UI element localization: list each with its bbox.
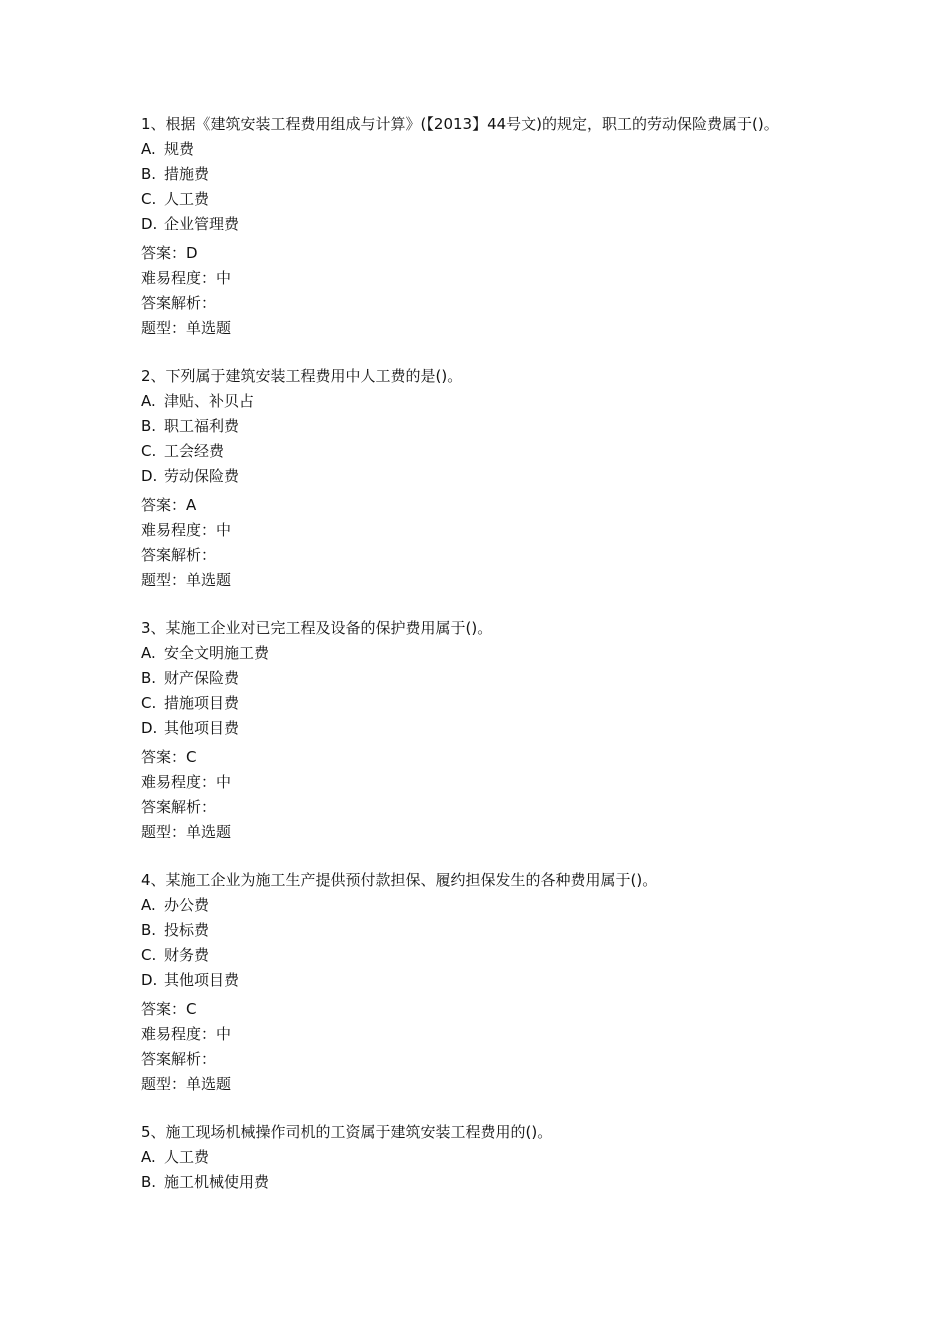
option-text: 人工费 (164, 1148, 210, 1166)
analysis-line: 答案解析： (141, 546, 217, 564)
option-letter: B. (141, 417, 157, 435)
option-text: 办公费 (164, 896, 210, 914)
option-letter: A. (141, 644, 156, 662)
type-line: 题型：单选题 (141, 1075, 232, 1093)
type-line: 题型：单选题 (141, 319, 232, 337)
option-letter: A. (141, 1148, 156, 1166)
answer-block (141, 997, 820, 1097)
option-letter: A. (141, 896, 156, 914)
question-5 (141, 1120, 820, 1195)
type-line: 题型：单选题 (141, 571, 232, 589)
option-letter: B. (141, 921, 157, 939)
option-c (141, 439, 820, 464)
option-text: 劳动保险费 (164, 467, 240, 485)
question-stem: 2、下列属于建筑安装工程费用中人工费的是()。 (141, 367, 463, 385)
type-line: 题型：单选题 (141, 823, 232, 841)
answer-block (141, 493, 820, 593)
difficulty-line: 难易程度：中 (141, 269, 232, 287)
option-letter: C. (141, 442, 157, 460)
option-letter: B. (141, 1173, 157, 1191)
option-text: 安全文明施工费 (164, 644, 270, 662)
question-1 (141, 112, 820, 341)
question-stem: 3、某施工企业对已完工程及设备的保护费用属于()。 (141, 619, 493, 637)
option-c (141, 943, 820, 968)
option-b (141, 918, 820, 943)
option-text: 津贴、补贝占 (164, 392, 255, 410)
question-4 (141, 868, 820, 1097)
option-a (141, 389, 820, 414)
analysis-line: 答案解析： (141, 798, 217, 816)
option-letter: B. (141, 669, 157, 687)
option-letter: C. (141, 190, 157, 208)
question-2 (141, 364, 820, 593)
answer-line: 答案：A (141, 496, 197, 514)
option-letter: B. (141, 165, 157, 183)
option-c (141, 187, 820, 212)
option-a (141, 641, 820, 666)
option-letter: A. (141, 140, 156, 158)
option-letter: A. (141, 392, 156, 410)
question-3 (141, 616, 820, 845)
option-letter: C. (141, 694, 157, 712)
option-b (141, 162, 820, 187)
option-text: 职工福利费 (164, 417, 240, 435)
option-text: 措施费 (164, 165, 210, 183)
analysis-line: 答案解析： (141, 1050, 217, 1068)
analysis-line: 答案解析： (141, 294, 217, 312)
option-a (141, 137, 820, 162)
option-d (141, 212, 820, 237)
option-c (141, 691, 820, 716)
answer-line: 答案：C (141, 1000, 197, 1018)
option-text: 财务费 (164, 946, 210, 964)
option-d (141, 968, 820, 993)
answer-block (141, 745, 820, 845)
option-b (141, 1170, 820, 1195)
option-text: 人工费 (164, 190, 210, 208)
option-text: 规费 (164, 140, 195, 158)
option-a (141, 1145, 820, 1170)
question-stem: 4、某施工企业为施工生产提供预付款担保、履约担保发生的各种费用属于()。 (141, 871, 658, 889)
option-b (141, 414, 820, 439)
answer-line: 答案：D (141, 244, 198, 262)
option-text: 措施项目费 (164, 694, 240, 712)
option-letter: D. (141, 467, 158, 485)
difficulty-line: 难易程度：中 (141, 1025, 232, 1043)
difficulty-line: 难易程度：中 (141, 773, 232, 791)
difficulty-line: 难易程度：中 (141, 521, 232, 539)
option-letter: D. (141, 971, 158, 989)
option-letter: C. (141, 946, 157, 964)
option-a (141, 893, 820, 918)
option-text: 投标费 (164, 921, 210, 939)
question-stem: 1、根据《建筑安装工程费用组成与计算》(【2013】44号文)的规定，职工的劳动保险费属于()。 (141, 115, 779, 133)
option-letter: D. (141, 215, 158, 233)
option-letter: D. (141, 719, 158, 737)
option-text: 其他项目费 (164, 971, 240, 989)
option-text: 财产保险费 (164, 669, 240, 687)
answer-block (141, 241, 820, 341)
answer-line: 答案：C (141, 748, 197, 766)
option-text: 企业管理费 (164, 215, 240, 233)
question-stem: 5、施工现场机械操作司机的工资属于建筑安装工程费用的()。 (141, 1123, 553, 1141)
option-d (141, 464, 820, 489)
option-b (141, 666, 820, 691)
option-text: 其他项目费 (164, 719, 240, 737)
option-d (141, 716, 820, 741)
option-text: 工会经费 (164, 442, 225, 460)
option-text: 施工机械使用费 (164, 1173, 270, 1191)
